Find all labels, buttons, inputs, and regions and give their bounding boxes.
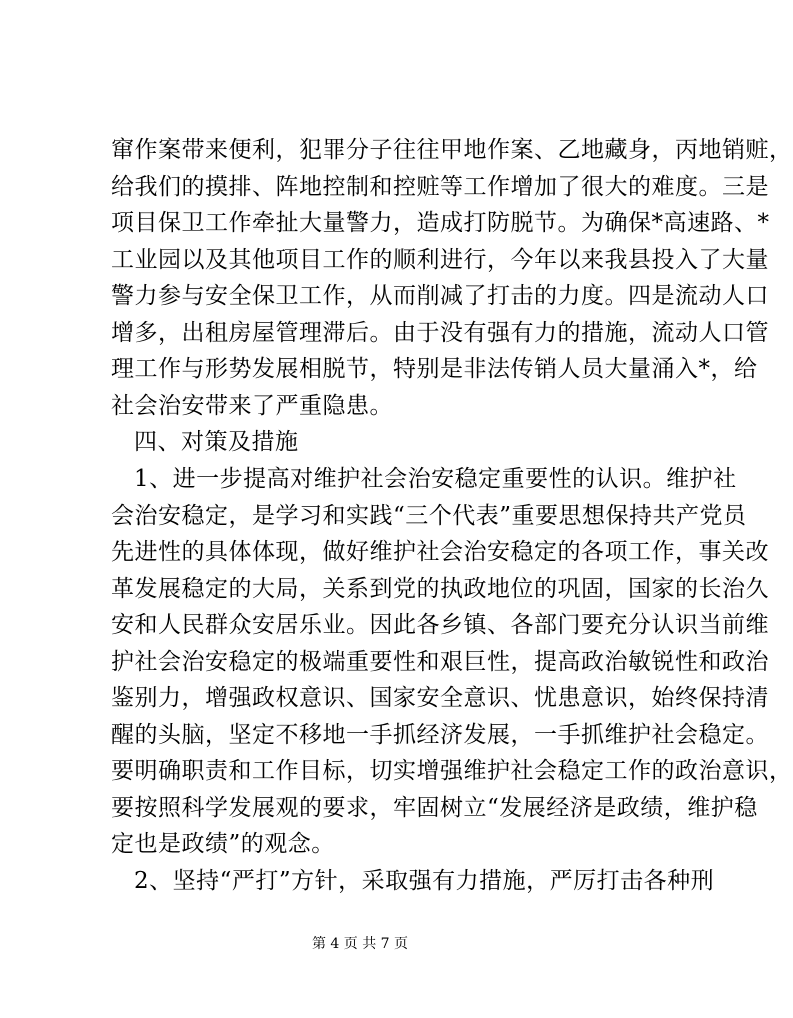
- body-text-line: 1、进一步提高对维护社会治安稳定重要性的认识。维护社: [134, 466, 737, 492]
- body-text-line: 护社会治安稳定的极端重要性和艰巨性，提高政治敏锐性和政治: [111, 649, 769, 675]
- body-text-line: 工业园以及其他项目工作的顺利进行，今年以来我县投入了大量: [111, 247, 769, 273]
- body-text-line: 给我们的摸排、阵地控制和控赃等工作增加了很大的难度。三是: [111, 174, 769, 200]
- body-text-line: 革发展稳定的大局，关系到党的执政地位的巩固，国家的长治久: [111, 576, 769, 602]
- body-text-line: 理工作与形势发展相脱节，特别是非法传销人员大量涌入*，给: [111, 356, 758, 382]
- body-text-line: 醒的头脑，坚定不移地一手抓经济发展，一手抓维护社会稳定。: [111, 722, 769, 748]
- body-text-line: 要按照科学发展观的要求，牢固树立“发展经济是政绩，维护稳: [111, 795, 758, 821]
- body-text-line: 增多，出租房屋管理滞后。由于没有强有力的措施，流动人口管: [111, 320, 769, 346]
- page-number-footer: 第 4 页 共 7 页: [311, 936, 409, 952]
- body-text-line: 鉴别力，增强政权意识、国家安全意识、忧患意识，始终保持清: [111, 685, 769, 711]
- body-text-line: 项目保卫工作牵扯大量警力，造成打防脱节。为确保*高速路、*: [111, 210, 770, 236]
- section-heading: 四、对策及措施: [134, 429, 299, 455]
- body-text-line: 先进性的具体体现，做好维护社会治安稳定的各项工作，事关改: [111, 539, 769, 565]
- body-text-line: 定也是政绩”的观念。: [111, 831, 335, 857]
- body-text-line: 要明确职责和工作目标，切实增强维护社会稳定工作的政治意识，: [111, 758, 793, 784]
- body-text-line: 社会治安带来了严重隐患。: [111, 393, 393, 419]
- body-text-line: 2、坚持“严打”方针，采取强有力措施，严厉打击各种刑: [134, 868, 715, 894]
- body-text-line: 警力参与安全保卫工作，从而削减了打击的力度。四是流动人口: [111, 283, 769, 309]
- body-text-line: 窜作案带来便利，犯罪分子往往甲地作案、乙地藏身，丙地销赃，: [111, 137, 793, 163]
- body-text-line: 安和人民群众安居乐业。因此各乡镇、各部门要充分认识当前维: [111, 612, 769, 638]
- body-text-line: 会治安稳定，是学习和实践“三个代表”重要思想保持共产党员: [111, 503, 747, 529]
